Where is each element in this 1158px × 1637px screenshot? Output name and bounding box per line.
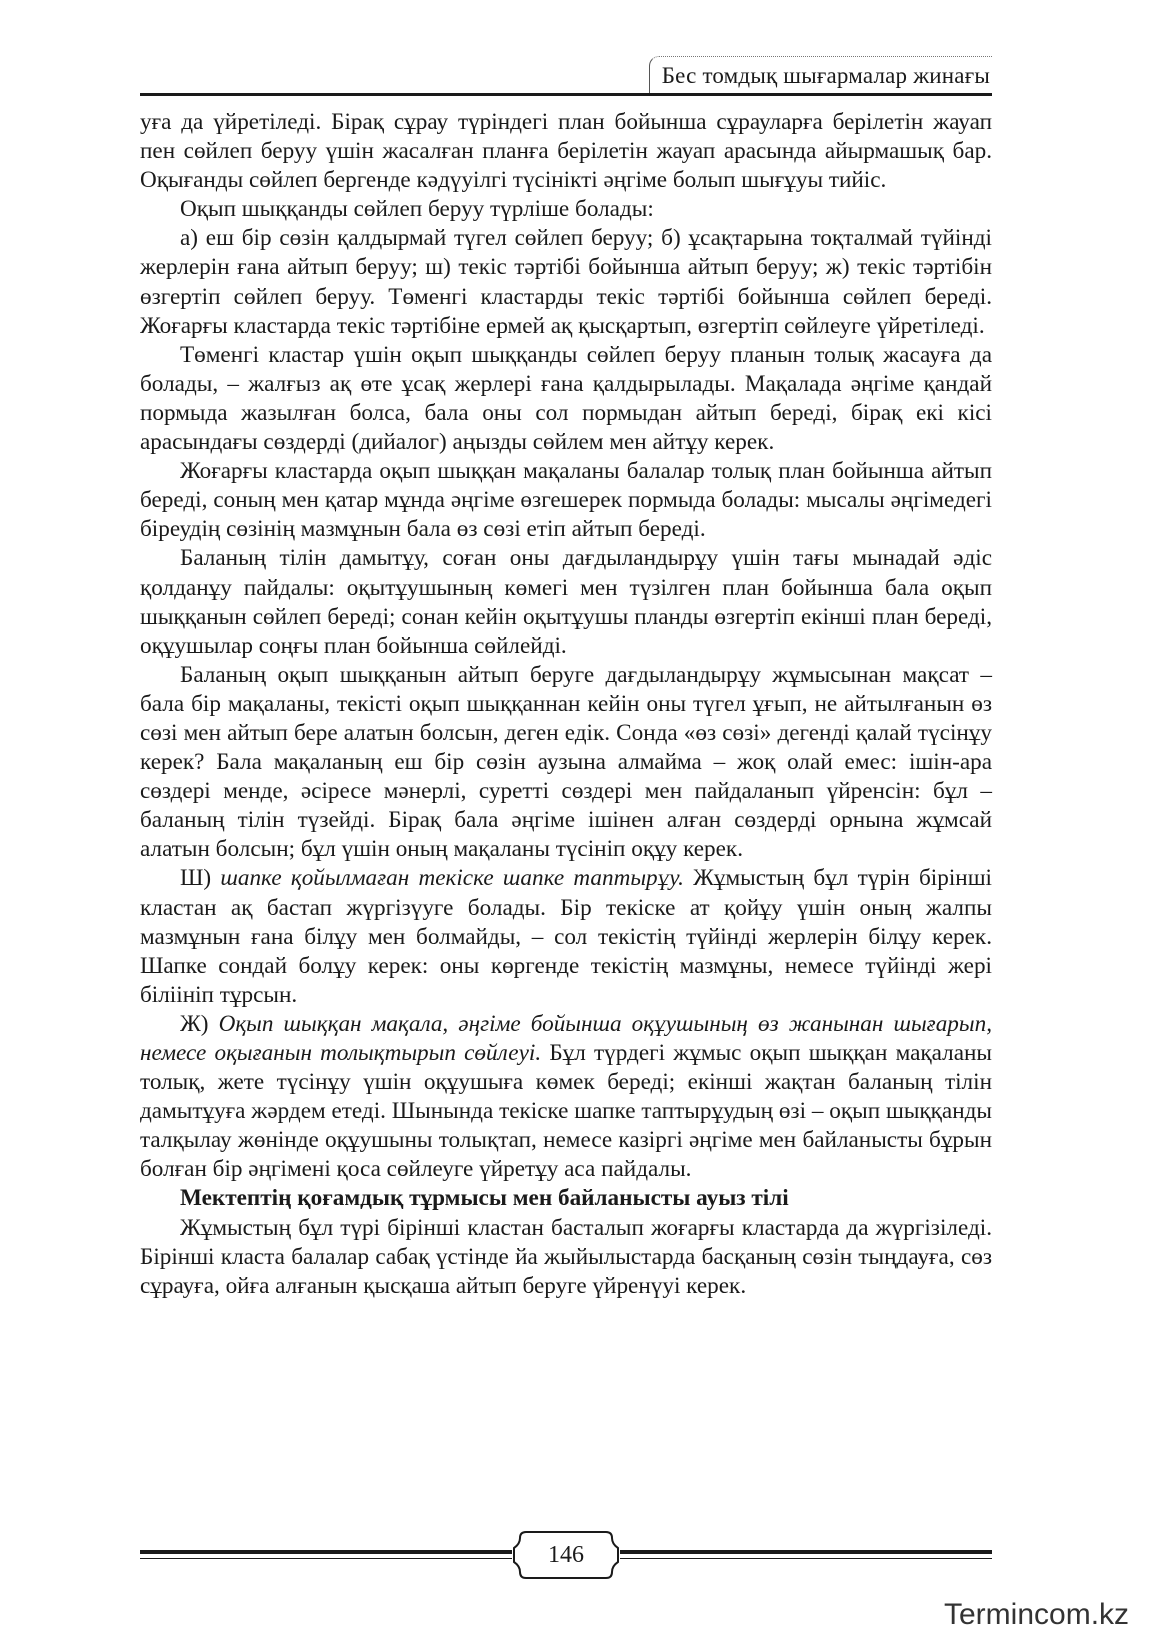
paragraph-final: Жұмыстың бұл түрі бірінші кластан басталып жоғарғы кластарда да жүргізіледі. Бірінші класта балалар сабақ үстінде йа жыйылыстарда басқаның сөзін тыңдауға, сөз сұрауға, ойға алғанын қысқаша айтып беруге үйренүуі керек. (140, 1214, 992, 1299)
section-heading: Мектептің қоғамдық тұрмысы мен байланысты ауыз тілі (180, 1185, 789, 1212)
paragraph-own-composition-rest: Бұл түрдегі жұмыс оқып шыққан мақаланы толық, жете түсінұу үшін оқұушыға көмек береді; екінші жақтан баланың тілін дамытұуға жәрдем етеді. Шынында текіске шапке таптырұудың өзі – оқып шыққанды талқылау жөнінде оқұушыны толықтап, немесе казіргі әңгіме мен байланысты бұрын болған бір әңгімені қоса сөйлеуге үйретұу аса пайдалы. (140, 1040, 992, 1183)
footer-rule-right (620, 1550, 992, 1559)
paragraph-types-intro: Оқып шыққанды сөйлеп беруу түрліше болады: (180, 196, 654, 223)
page-number: 146 (548, 1541, 584, 1568)
paragraph-own-composition-italic: Оқып шыққан мақала, әңгіме бойынша оқұушының өз жанынан шығарып, немесе оқығанын толықтырып сөйлеуі. (140, 1010, 992, 1066)
running-header-tab (649, 56, 992, 95)
paragraph-continuation: уға да үйретіледі. Бірақ сұрау түріндегі план бойынша сұрауларға берілетін жауап пен сөйлеп беруу үшін жасалған планға берілетін жауап арасында айырмашық бар. Оқығанды сөйлеп бергенде кәдүуілгі түсінікті әңгіме болып шығұуы тийіс. (140, 109, 992, 194)
paragraph-own-composition-lead: Ж) (180, 1010, 219, 1037)
paragraph-title-task-rest: Жұмыстың бұл түрін бірінші кластан ақ бастап жүргізүуге болады. Бір текіске ат қойұу үшін оның жалпы мазмұнын ғана білұу мен болмайды, – сол текістің түйінді жерлерін білұу керек. Шапке сондай болұу керек: оны көргенде текістің мазмұны, немесе түйінді жері біліініп тұрсын. (140, 865, 992, 1008)
body-text (140, 108, 992, 1301)
running-header (140, 52, 992, 96)
paragraph-own-composition (140, 1010, 992, 1185)
paragraph-language-development: Баланың тілін дамытұу, соған оны дағдыландырұу үшін тағы мынадай әдіс қолданұу пайдалы: оқытұушының көмегі мен түзілген план бойынша бала оқып шыққанын сөйлеп береді; сонан кейін оқытұушы планды өзгертіп екінші план береді, оқұушылар соңғы план бойынша сөйлейді. (140, 545, 992, 659)
paragraph-upper-classes: Жоғарғы кластарда оқып шыққан мақаланы балалар толық план бойынша айтып береді, соның мен қатар мұнда әңгіме өзгешерек пормыда болады: мысалы әңгімедегі біреудің сөзінің мазмұнын бала өз сөзі етіп айтып береді. (140, 458, 992, 543)
footer-rule-left (140, 1550, 512, 1559)
paragraph-title-task-lead: Ш) (180, 865, 221, 892)
paragraph-retelling-goal: Баланың оқып шыққанын айтып беруге дағдыландырұу жұмысынан мақсат – бала бір мақаланы, текісті оқып шыққаннан кейін оны түгел ұғып, не айтылғанын өз сөзі мен айтып бере алатын болсын, деген едік. Сонда «өз сөзі» дегенді қалай түсінұу керек? Бала мақаланың еш бір сөзін аузына алмайма – жоқ олай емес: ішін-ара сөздері менде, әсіресе мәнерлі, суретті сөздері мен пайдаланып үйренсін: бұл – баланың тілін түзейді. Бірақ бала әңгіме ішінен алған сөздерді орнына жұмсай алатын болсын; бұл үшін оның мақаланы түсініп оқұу керек. (140, 661, 992, 863)
paragraph-types-list: а) еш бір сөзін қалдырмай түгел сөйлеп беруу; б) ұсақтарына тоқталмай түйінді жерлерін ғана айтып беруу; ш) текіс тәртібі бойынша айтып беруу; ж) текіс тәртібін өзгертіп сөйлеп беруу. Төменгі кластарды текіс тәртібі бойынша сөйлеп береді. Жоғарғы кластарда текіс тәртібіне ермей ақ қысқартып, өзгертіп сөйлеуге үйретіледі. (140, 225, 992, 339)
watermark-text: Termincom.kz (944, 1598, 1130, 1631)
running-header-title: Бес томдық шығармалар жинағы (661, 63, 990, 88)
header-rule (140, 93, 992, 96)
paragraph-title-task-italic: шапке қойылмаған текіске шапке таптырұу. (220, 865, 684, 892)
paragraph-lower-classes: Төменгі кластар үшін оқып шыққанды сөйлеп беруу планын толық жасауға да болады, – жалғыз ақ өте ұсақ жерлері ғана қалдырылады. Мақалада әңгіме қандай пормыда жазылған болса, бала оны сол пормыдан айтып береді, бірақ екі кісі арасындағы сөздерді (дийалог) аңызды сөйлем мен айтұу керек. (140, 341, 992, 456)
paragraph-title-task (140, 864, 992, 1009)
watermark-logo (944, 1592, 1150, 1632)
page-number-box (512, 1530, 620, 1580)
page-footer (140, 1530, 992, 1584)
